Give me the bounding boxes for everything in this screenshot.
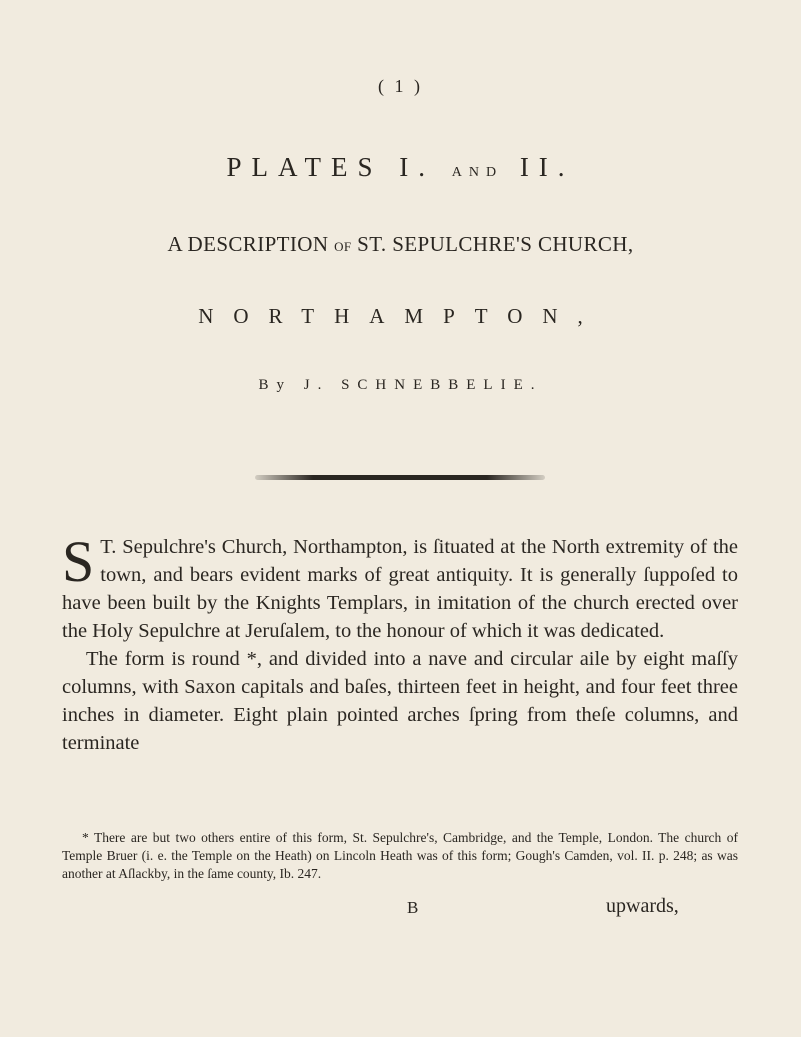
- page-number: ( 1 ): [378, 76, 423, 96]
- title-part2: ST. SEPULCHRE'S: [357, 232, 533, 256]
- paragraph-1-text: T. Sepulchre's Church, Northampton, is ſituated at the North extremity of the town, and bears evident marks of great antiquity. It is generally ſuppoſed to have been built by the Knights Templars, in imitation of the church erected over the Holy Sepulchre at Jeruſalem, to the honour of which it was dedicated.: [62, 536, 738, 642]
- plates-heading: [0, 152, 801, 183]
- catchword: upwards,: [606, 895, 679, 917]
- byline: By J. SCHNEBBELIE.: [258, 377, 543, 393]
- plates-and: AND: [451, 165, 504, 180]
- title-rest: CHURCH,: [537, 232, 634, 256]
- drop-cap: S: [62, 529, 95, 594]
- body-text: [62, 529, 738, 757]
- ornamental-rule: [255, 475, 545, 480]
- paragraph-2: The form is round *, and divided into a nave and circular aile by eight maſſy columns, with Saxon capitals and baſes, thirteen feet in height, and four feet three inches in diameter. Eight plain pointed arches ſpring from theſe columns, and terminate: [62, 648, 738, 754]
- signature-mark: B: [407, 898, 419, 917]
- paragraph-1: [62, 529, 738, 645]
- title-line-2: NORTHAMPTON,: [198, 304, 603, 328]
- plates-part1: PLATES I.: [226, 152, 435, 182]
- title-line-1: [0, 232, 801, 257]
- footnote: [62, 829, 738, 883]
- title-part1: A DESCRIPTION: [167, 232, 329, 256]
- footnote-text: * There are but two others entire of this form, St. Sepulchre's, Cambridge, and the Temple, London. The church of Temple Bruer (i. e. the Temple on the Heath) on Lincoln Heath was of this form; Gough's Camden, vol. II. p. 248; as was another at Aſlackby, in the ſame county, Ib. 247.: [62, 830, 738, 881]
- plates-part2: II.: [519, 152, 575, 182]
- title-of: OF: [334, 239, 352, 254]
